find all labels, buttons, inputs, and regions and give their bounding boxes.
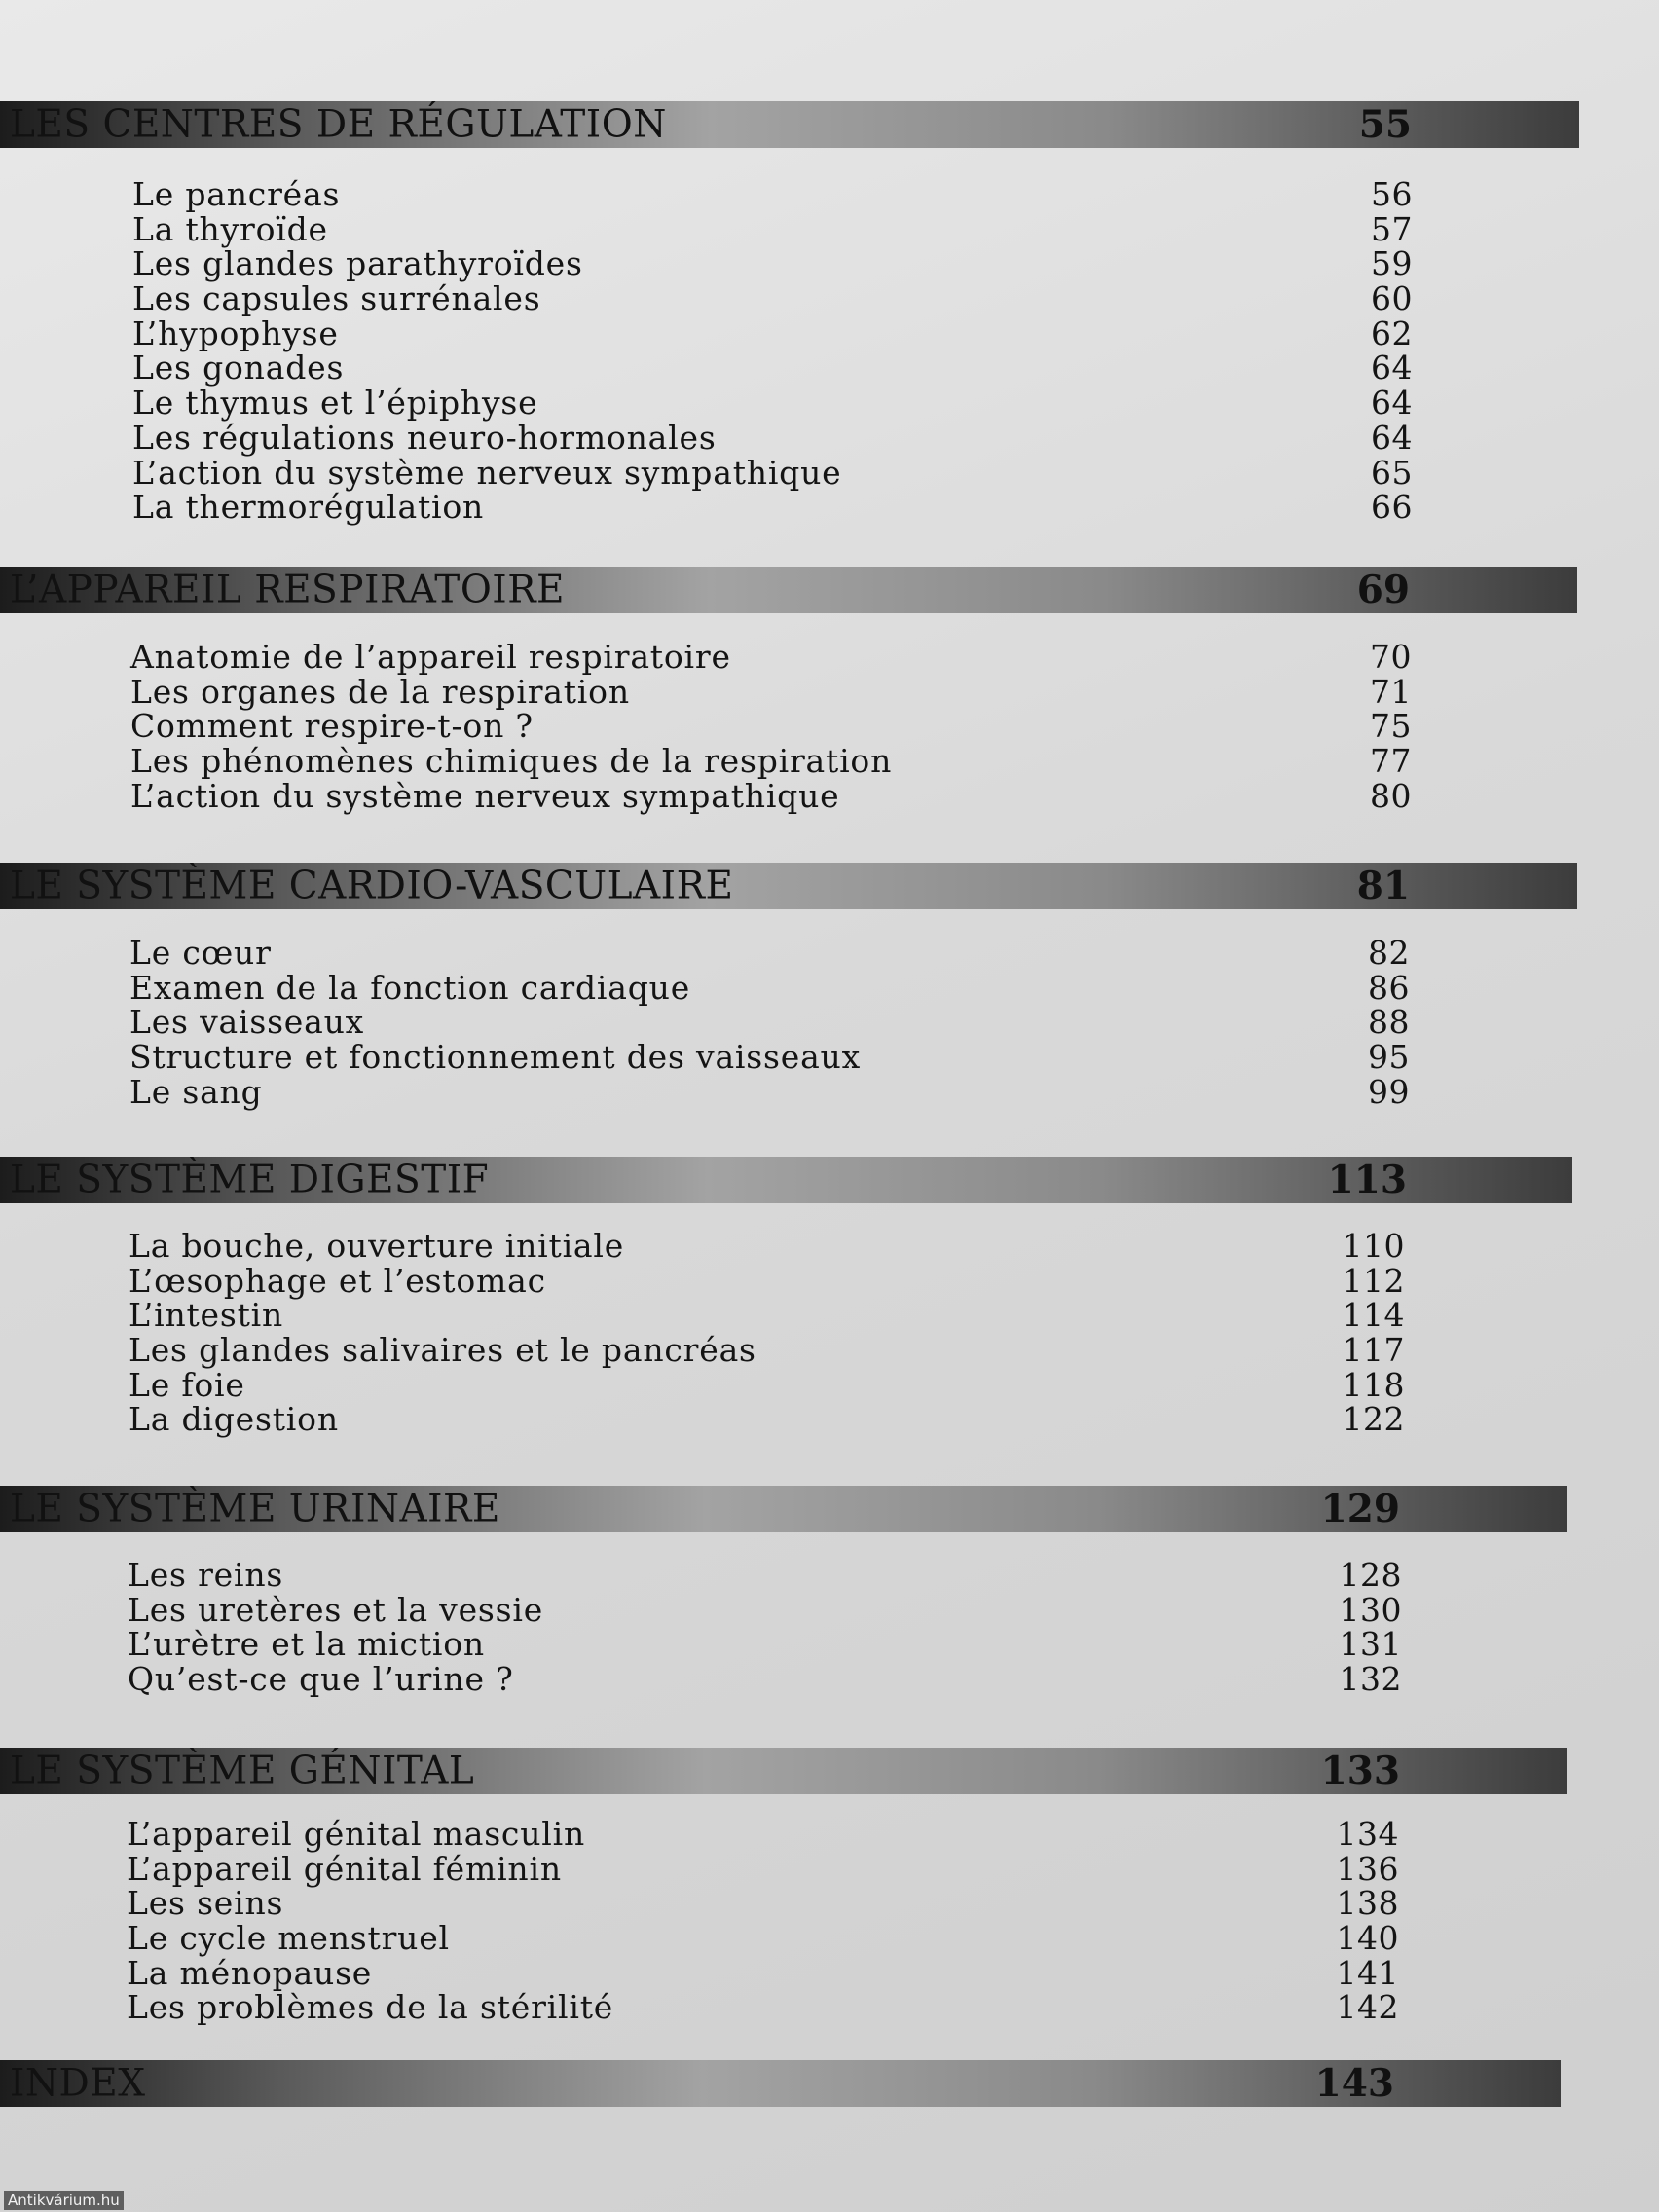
entry-page-number: 132	[1339, 1660, 1402, 1699]
toc-entry	[0, 209, 1659, 248]
entry-title: Structure et fonctionnement des vaisseaux	[129, 1038, 862, 1077]
section-title: LES CENTRES DE RÉGULATION	[10, 102, 667, 147]
toc-entry	[0, 968, 1659, 1007]
toc-entry	[0, 1921, 1659, 1956]
toc-entry	[0, 1402, 1659, 1437]
toc-entry	[0, 1005, 1659, 1040]
toc-entry	[0, 1662, 1659, 1697]
toc-entry	[0, 1072, 1659, 1111]
entry-page-number: 110	[1342, 1227, 1405, 1265]
entry-title: L’œsophage et l’estomac	[129, 1261, 546, 1300]
entry-title: Les capsules surrénales	[132, 279, 541, 318]
entry-title: Les glandes salivaires et le pancréas	[129, 1331, 756, 1370]
section-header-bar	[0, 1486, 1567, 1532]
toc-entry	[0, 744, 1659, 779]
section-page-number: 129	[1320, 1487, 1400, 1531]
entry-title: Les seins	[127, 1884, 284, 1923]
entry-page-number: 122	[1342, 1400, 1405, 1439]
toc-entry	[0, 1229, 1659, 1264]
entry-title: Le sang	[129, 1072, 263, 1111]
toc-entry	[0, 490, 1659, 525]
section-header-bar	[0, 1157, 1572, 1203]
section-title: INDEX	[10, 2061, 146, 2106]
entry-page-number: 77	[1370, 742, 1412, 781]
entry-title: Le cœur	[129, 934, 272, 972]
toc-entry	[0, 246, 1659, 281]
entry-page-number: 62	[1371, 313, 1413, 352]
toc-entry	[0, 1849, 1659, 1888]
entry-title: Le foie	[129, 1365, 245, 1404]
section-page-number: 113	[1327, 1158, 1407, 1202]
toc-entry	[0, 672, 1659, 711]
section-entries	[0, 1558, 1659, 1697]
entry-page-number: 99	[1368, 1072, 1410, 1111]
entry-page-number: 114	[1342, 1296, 1405, 1335]
toc-entry	[0, 709, 1659, 744]
section-header-bar	[0, 863, 1577, 909]
entry-page-number: 95	[1368, 1038, 1410, 1077]
entry-title: L’appareil génital féminin	[127, 1849, 562, 1888]
section-title: LE SYSTÈME CARDIO-VASCULAIRE	[10, 864, 734, 908]
entry-title: Les vaisseaux	[129, 1003, 365, 1042]
entry-title: Qu’est-ce que l’urine ?	[128, 1660, 514, 1699]
watermark: Antikvárium.hu	[4, 2191, 124, 2210]
entry-title: Le pancréas	[132, 175, 341, 213]
section-entries	[0, 1229, 1659, 1437]
entry-page-number: 66	[1371, 488, 1413, 527]
section-entries	[0, 936, 1659, 1109]
toc-entry	[0, 177, 1659, 212]
entry-title: La ménopause	[127, 1953, 373, 1992]
entry-title: L’hypophyse	[132, 313, 339, 352]
entry-page-number: 59	[1371, 244, 1413, 283]
entry-page-number: 60	[1371, 279, 1413, 318]
toc-entry	[0, 1627, 1659, 1662]
entry-page-number: 117	[1342, 1331, 1405, 1370]
section-page-number: 81	[1356, 864, 1410, 908]
toc-entry	[0, 1590, 1659, 1629]
entry-title: L’intestin	[129, 1296, 284, 1335]
section-entries	[0, 1817, 1659, 2025]
toc-section	[0, 1157, 1659, 1203]
entry-title: Examen de la fonction cardiaque	[129, 968, 691, 1007]
toc-entry	[0, 1365, 1659, 1404]
entry-title: Comment respire-t-on ?	[130, 707, 534, 746]
section-entries	[0, 640, 1659, 813]
entry-page-number: 70	[1370, 638, 1412, 676]
entry-page-number: 75	[1370, 707, 1412, 746]
entry-title: Les organes de la respiration	[130, 672, 630, 711]
entry-title: Anatomie de l’appareil respiratoire	[130, 638, 731, 676]
entry-title: Les uretères et la vessie	[128, 1590, 544, 1629]
section-page-number: 133	[1320, 1749, 1400, 1793]
entry-page-number: 130	[1339, 1590, 1402, 1629]
entry-page-number: 131	[1339, 1625, 1402, 1664]
toc-entry	[0, 1886, 1659, 1921]
section-header-bar	[0, 567, 1577, 613]
entry-title: Les gonades	[132, 349, 345, 387]
toc-section	[0, 1748, 1659, 1794]
toc-entry	[0, 1333, 1659, 1368]
entry-title: L’urètre et la miction	[128, 1625, 485, 1664]
entry-title: L’action du système nerveux sympathique	[132, 453, 842, 492]
toc-entry	[0, 1817, 1659, 1852]
toc-entry	[0, 640, 1659, 675]
entry-page-number: 65	[1371, 453, 1413, 492]
entry-page-number: 80	[1370, 776, 1412, 815]
entry-title: Les phénomènes chimiques de la respiration	[130, 742, 893, 781]
section-header-bar	[0, 101, 1579, 148]
toc-entry	[0, 1558, 1659, 1593]
toc-section	[0, 1486, 1659, 1532]
entry-page-number: 138	[1336, 1884, 1399, 1923]
entry-title: La digestion	[129, 1400, 339, 1439]
toc-section	[0, 2060, 1659, 2107]
toc-section	[0, 101, 1659, 148]
section-title: LE SYSTÈME DIGESTIF	[10, 1158, 490, 1202]
entry-page-number: 134	[1336, 1815, 1399, 1853]
toc-entry	[0, 350, 1659, 386]
section-title: LE SYSTÈME URINAIRE	[10, 1487, 500, 1531]
entry-page-number: 142	[1336, 1988, 1399, 2027]
entry-title: L’action du système nerveux sympathique	[130, 776, 840, 815]
entry-title: Les régulations neuro-hormonales	[132, 418, 717, 457]
entry-title: Les problèmes de la stérilité	[127, 1988, 614, 2027]
entry-page-number: 56	[1371, 175, 1413, 213]
section-page-number: 55	[1358, 102, 1412, 147]
entry-page-number: 128	[1339, 1556, 1402, 1594]
entry-page-number: 141	[1336, 1953, 1399, 1992]
toc-entry	[0, 1298, 1659, 1333]
toc-section	[0, 567, 1659, 613]
toc-entry	[0, 1990, 1659, 2025]
entry-page-number: 112	[1342, 1261, 1405, 1300]
toc-entry	[0, 453, 1659, 492]
toc-entry	[0, 281, 1659, 316]
section-page-number: 143	[1314, 2061, 1394, 2106]
toc-entry	[0, 936, 1659, 971]
entry-page-number: 64	[1371, 418, 1413, 457]
toc-entry	[0, 313, 1659, 352]
section-title: LE SYSTÈME GÉNITAL	[10, 1749, 475, 1793]
entry-page-number: 57	[1371, 209, 1413, 248]
entry-title: La bouche, ouverture initiale	[129, 1227, 625, 1265]
entry-title: Les reins	[128, 1556, 284, 1594]
section-entries	[0, 177, 1659, 525]
entry-page-number: 82	[1368, 934, 1410, 972]
section-page-number: 69	[1356, 568, 1410, 612]
section-title: L’APPAREIL RESPIRATOIRE	[10, 568, 566, 612]
entry-title: L’appareil génital masculin	[127, 1815, 586, 1853]
entry-title: Le cycle menstruel	[127, 1919, 450, 1958]
toc-entry	[0, 1261, 1659, 1300]
toc-entry	[0, 418, 1659, 457]
toc-entry	[0, 776, 1659, 815]
entry-page-number: 86	[1368, 968, 1410, 1007]
entry-page-number: 118	[1342, 1365, 1405, 1404]
entry-page-number: 64	[1371, 349, 1413, 387]
entry-page-number: 136	[1336, 1849, 1399, 1888]
entry-page-number: 88	[1368, 1003, 1410, 1042]
entry-title: La thermorégulation	[132, 488, 485, 527]
section-header-bar	[0, 2060, 1561, 2107]
toc-entry	[0, 1953, 1659, 1992]
entry-page-number: 71	[1370, 672, 1412, 711]
toc-section	[0, 863, 1659, 909]
entry-page-number: 64	[1371, 384, 1413, 423]
toc-entry	[0, 1040, 1659, 1075]
entry-title: La thyroïde	[132, 209, 328, 248]
entry-page-number: 140	[1336, 1919, 1399, 1958]
entry-title: Le thymus et l’épiphyse	[132, 384, 538, 423]
toc-entry	[0, 386, 1659, 421]
section-header-bar	[0, 1748, 1567, 1794]
entry-title: Les glandes parathyroïdes	[132, 244, 583, 283]
